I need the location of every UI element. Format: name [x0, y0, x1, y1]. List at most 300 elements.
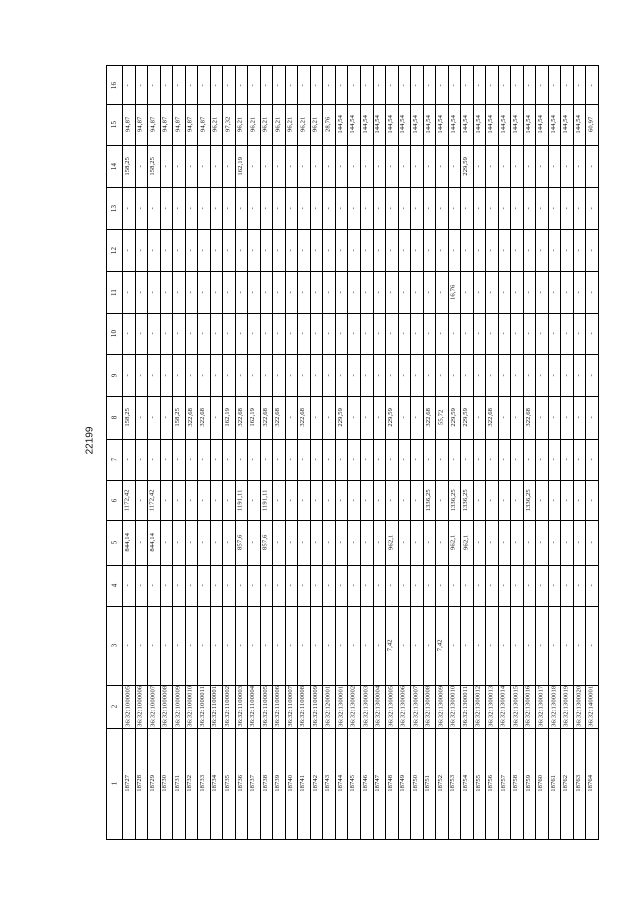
table-cell: [498, 313, 511, 354]
table-cell: [285, 565, 298, 606]
cell-value: -: [499, 458, 507, 461]
row-number: 18761: [549, 775, 557, 792]
table-cell: [510, 187, 523, 229]
table-cell: [398, 685, 411, 728]
table-cell: [373, 66, 386, 104]
table-cell: [247, 104, 260, 145]
cell-value: 144,54: [574, 115, 582, 134]
cell-value: -: [449, 332, 457, 335]
cadastral-number: 36:32:1100002: [224, 686, 232, 727]
table-cell: [473, 354, 486, 396]
table-cell: [398, 145, 411, 187]
table-cell: [473, 685, 486, 728]
cell-value: 96,21: [286, 116, 294, 133]
table-cell: [222, 396, 235, 439]
table-cell: [385, 439, 398, 480]
column-header-label: 4: [109, 583, 118, 588]
cell-value: -: [199, 290, 207, 294]
cell-value: -: [274, 83, 282, 87]
cell-value: -: [487, 83, 495, 87]
table-cell: [235, 229, 248, 271]
table-cell: [485, 396, 498, 439]
cell-value: -: [224, 248, 232, 252]
table-cell: [260, 104, 273, 145]
table-cell: [385, 728, 398, 839]
table-cell: [347, 271, 360, 313]
table-cell: [485, 480, 498, 520]
table-cell: [435, 520, 448, 565]
table-cell: [373, 565, 386, 606]
cell-value: -: [161, 290, 169, 294]
cell-value: -: [136, 498, 144, 502]
table-cell: [310, 606, 323, 685]
table-cell: [360, 313, 373, 354]
row-number: 18740: [286, 775, 294, 792]
cell-value: -: [274, 332, 282, 335]
table-cell: [523, 396, 536, 439]
table-cell: [122, 728, 135, 839]
table-cell: [560, 480, 573, 520]
table-cell: [160, 145, 173, 187]
table-cell: [373, 439, 386, 480]
cell-value: -: [299, 644, 307, 647]
table-cell: [335, 606, 348, 685]
cell-value: -: [512, 416, 520, 419]
table-cell: [172, 480, 185, 520]
table-cell: [398, 606, 411, 685]
column-header-label: 8: [109, 415, 118, 420]
cell-value: -: [399, 458, 407, 461]
table-cell: [423, 439, 436, 480]
row-number: 18738: [261, 775, 269, 792]
table-cell: [247, 728, 260, 839]
cadastral-number: 36:32:1300020: [574, 685, 582, 728]
cell-value: -: [236, 83, 244, 87]
table-cell: [297, 520, 310, 565]
cell-value: -: [274, 541, 282, 544]
table-cell: [197, 565, 210, 606]
table-cell: [560, 187, 573, 229]
cell-value: -: [336, 206, 344, 210]
table-cell: [347, 229, 360, 271]
table-cell: [548, 520, 561, 565]
table-cell: [210, 728, 223, 839]
table-cell: [423, 229, 436, 271]
cell-value: -: [487, 541, 495, 544]
cell-value: -: [299, 83, 307, 87]
cell-value: -: [387, 164, 395, 168]
cell-value: -: [587, 290, 595, 294]
cell-value: -: [286, 373, 294, 377]
table-cell: [435, 480, 448, 520]
cell-value: -: [449, 373, 457, 377]
table-cell: [197, 439, 210, 480]
table-cell: [272, 104, 285, 145]
cell-value: -: [549, 248, 557, 252]
table-cell: [473, 229, 486, 271]
cell-value: -: [462, 290, 470, 294]
cell-value: -: [424, 541, 432, 544]
cell-value: -: [361, 83, 369, 87]
cell-value: -: [336, 541, 344, 544]
table-cell: [373, 354, 386, 396]
table-cell: [122, 606, 135, 685]
column-header: [107, 354, 122, 396]
cell-value: -: [412, 584, 420, 587]
table-cell: [172, 104, 185, 145]
column-header-label: 12: [109, 246, 118, 254]
cell-value: -: [311, 584, 319, 587]
cell-value: 1172,42: [149, 489, 157, 511]
table-cell: [147, 606, 160, 685]
row-number: 18747: [374, 775, 382, 792]
table-cell: [523, 66, 536, 104]
table-cell: [197, 229, 210, 271]
table-cell: [310, 145, 323, 187]
cell-value: -: [537, 332, 545, 335]
cell-value: -: [186, 83, 194, 87]
table-cell: [285, 229, 298, 271]
table-cell: [297, 354, 310, 396]
cadastral-number: 36:32:1100008: [299, 686, 307, 727]
table-cell: [260, 354, 273, 396]
table-cell: [385, 685, 398, 728]
cell-value: -: [123, 584, 131, 587]
cell-value: -: [361, 498, 369, 502]
cell-value: -: [349, 644, 357, 647]
cell-value: -: [311, 416, 319, 419]
table-cell: [185, 66, 198, 104]
cell-value: -: [224, 83, 232, 87]
cell-value: -: [336, 584, 344, 587]
cell-value: -: [174, 83, 182, 87]
table-cell: [485, 728, 498, 839]
cell-value: 162,19: [224, 408, 232, 427]
cell-value: -: [412, 498, 420, 502]
cell-value: -: [174, 458, 182, 461]
table-cell: [385, 354, 398, 396]
table-cell: [410, 685, 423, 728]
column-header: [107, 520, 122, 565]
table-cell: [548, 565, 561, 606]
cell-value: -: [562, 332, 570, 335]
row-number: 18746: [361, 775, 369, 792]
cell-value: -: [311, 458, 319, 461]
table-cell: [385, 396, 398, 439]
table-cell: [160, 439, 173, 480]
cell-value: -: [311, 248, 319, 252]
table-cell: [435, 396, 448, 439]
cell-value: 144,54: [537, 115, 545, 134]
table-cell: [272, 565, 285, 606]
cadastral-number: 36:32:1300007: [412, 685, 420, 728]
table-cell: [285, 728, 298, 839]
cell-value: -: [524, 248, 532, 252]
cell-value: -: [524, 373, 532, 377]
cell-value: -: [474, 290, 482, 294]
table-cell: [460, 145, 473, 187]
cell-value: -: [349, 83, 357, 87]
table-cell: [398, 480, 411, 520]
table-cell: [260, 396, 273, 439]
table-cell: [448, 728, 461, 839]
cell-value: -: [236, 206, 244, 210]
column-header-label: 13: [109, 204, 118, 212]
table-cell: [523, 145, 536, 187]
cell-value: -: [387, 83, 395, 87]
cell-value: 144,54: [474, 115, 482, 134]
table-cell: [322, 606, 335, 685]
table-cell: [373, 187, 386, 229]
table-cell: [510, 396, 523, 439]
table-cell: [335, 271, 348, 313]
cell-value: -: [199, 83, 207, 87]
cell-value: -: [361, 164, 369, 168]
cadastral-number: 36:32:1100003: [236, 686, 244, 727]
column-header-label: 2: [109, 704, 118, 709]
cell-value: -: [261, 373, 269, 377]
cell-value: -: [199, 332, 207, 335]
table-cell: [222, 685, 235, 728]
table-cell: [560, 565, 573, 606]
cell-value: -: [499, 584, 507, 587]
cell-value: -: [274, 373, 282, 377]
table-cell: [448, 520, 461, 565]
table-cell: [523, 685, 536, 728]
cell-value: -: [512, 83, 520, 87]
cell-value: -: [437, 584, 445, 587]
table-cell: [410, 187, 423, 229]
cell-value: -: [374, 541, 382, 544]
table-cell: [548, 145, 561, 187]
table-cell: [510, 685, 523, 728]
cell-value: -: [449, 83, 457, 87]
table-cell: [460, 104, 473, 145]
table-cell: [347, 606, 360, 685]
table-cell: [523, 104, 536, 145]
row-number: 18735: [224, 775, 232, 792]
table-cell: [297, 685, 310, 728]
table-cell: [147, 565, 160, 606]
cell-value: -: [474, 644, 482, 647]
cell-value: -: [587, 373, 595, 377]
table-cell: [448, 313, 461, 354]
table-cell: [310, 104, 323, 145]
table-cell: [523, 313, 536, 354]
cell-value: -: [361, 541, 369, 544]
cell-value: 144,54: [399, 115, 407, 134]
cell-value: -: [249, 541, 257, 544]
table-cell: [247, 229, 260, 271]
cell-value: -: [186, 164, 194, 168]
cell-value: -: [412, 644, 420, 647]
table-cell: [548, 104, 561, 145]
table-cell: [135, 439, 148, 480]
table-cell: [523, 480, 536, 520]
cell-value: 94,87: [123, 116, 131, 133]
table-cell: [385, 104, 398, 145]
table-cell: [485, 104, 498, 145]
table-cell: [272, 66, 285, 104]
cell-value: 229,59: [462, 156, 470, 176]
cell-value: 144,54: [361, 115, 369, 134]
table-cell: [535, 104, 548, 145]
table-cell: [498, 520, 511, 565]
table-cell: [235, 313, 248, 354]
table-cell: [498, 606, 511, 685]
table-cell: [585, 229, 598, 271]
cell-value: 144,54: [462, 115, 470, 134]
table-cell: [210, 480, 223, 520]
cell-value: -: [424, 584, 432, 587]
cell-value: -: [274, 164, 282, 168]
cell-value: -: [324, 458, 332, 461]
table-cell: [197, 480, 210, 520]
cadastral-number: 36:32:1000006: [136, 685, 144, 728]
cell-value: -: [274, 644, 282, 647]
table-cell: [297, 728, 310, 839]
table-cell: [260, 685, 273, 728]
cell-value: -: [186, 644, 194, 647]
cell-value: 322,68: [236, 408, 244, 427]
cell-value: -: [286, 498, 294, 502]
table-cell: [585, 520, 598, 565]
cadastral-number: 36:32:1300004: [374, 685, 382, 728]
table-cell: [222, 728, 235, 839]
table-cell: [172, 396, 185, 439]
table-cell: [560, 354, 573, 396]
table-cell: [185, 145, 198, 187]
table-cell: [197, 520, 210, 565]
table-cell: [147, 396, 160, 439]
table-cell: [460, 313, 473, 354]
cadastral-number: 36:32:1300018: [549, 685, 557, 728]
table-cell: [548, 313, 561, 354]
table-cell: [310, 480, 323, 520]
cell-value: -: [537, 584, 545, 587]
cell-value: -: [587, 416, 595, 419]
cell-value: -: [361, 373, 369, 377]
cell-value: -: [562, 83, 570, 87]
table-cell: [297, 271, 310, 313]
cell-value: -: [487, 498, 495, 502]
cell-value: -: [224, 373, 232, 377]
table-cell: [347, 565, 360, 606]
row-number: 18745: [349, 775, 357, 792]
table-cell: [210, 271, 223, 313]
cell-value: -: [437, 458, 445, 461]
table-cell: [310, 354, 323, 396]
table-cell: [310, 187, 323, 229]
table-cell: [172, 313, 185, 354]
cell-value: -: [562, 644, 570, 647]
table-cell: [285, 439, 298, 480]
row-number: 18732: [186, 775, 194, 792]
table-cell: [573, 396, 586, 439]
table-cell: [347, 66, 360, 104]
cell-value: 94,87: [186, 116, 194, 133]
cell-value: -: [412, 541, 420, 544]
table-cell: [335, 565, 348, 606]
cell-value: -: [537, 373, 545, 377]
cell-value: 97,32: [224, 116, 232, 133]
table-cell: [235, 187, 248, 229]
table-cell: [135, 271, 148, 313]
table-cell: [335, 145, 348, 187]
cell-value: -: [412, 248, 420, 252]
table-cell: [585, 313, 598, 354]
cadastral-number: 36:32:1100007: [286, 686, 294, 727]
cell-value: 96,21: [211, 116, 219, 133]
cell-value: -: [387, 373, 395, 377]
table-cell: [548, 229, 561, 271]
row-number: 18743: [324, 775, 332, 792]
row-number: 18751: [424, 775, 432, 792]
cell-value: -: [274, 290, 282, 294]
cell-value: -: [437, 541, 445, 544]
cell-value: -: [387, 206, 395, 210]
table-cell: [410, 439, 423, 480]
row-number: 18750: [412, 775, 420, 792]
cell-value: -: [211, 541, 219, 544]
table-cell: [247, 606, 260, 685]
cell-value: -: [149, 290, 157, 294]
cell-value: -: [224, 206, 232, 210]
table-cell: [548, 354, 561, 396]
table-cell: [548, 606, 561, 685]
cadastral-number: 36:32:1200001: [324, 685, 332, 728]
cadastral-number: 36:32:1300008: [424, 685, 432, 728]
cell-value: 96,21: [261, 116, 269, 133]
cell-value: -: [424, 458, 432, 461]
cell-value: -: [537, 248, 545, 252]
table-cell: [247, 396, 260, 439]
table-cell: [423, 685, 436, 728]
cell-value: -: [549, 332, 557, 335]
table-cell: [297, 313, 310, 354]
cell-value: -: [574, 644, 582, 647]
cell-value: -: [361, 644, 369, 647]
cell-value: -: [211, 373, 219, 377]
cadastral-number: 36:32:1400001: [587, 685, 595, 728]
table-cell: [310, 229, 323, 271]
table-cell: [535, 520, 548, 565]
table-cell: [498, 685, 511, 728]
cell-value: 144,54: [549, 115, 557, 134]
cell-value: -: [524, 458, 532, 461]
row-number: 18763: [574, 775, 582, 792]
table-cell: [122, 439, 135, 480]
cell-value: 322,68: [186, 408, 194, 427]
table-cell: [585, 271, 598, 313]
table-cell: [585, 606, 598, 685]
cell-value: -: [487, 373, 495, 377]
table-cell: [235, 565, 248, 606]
cell-value: -: [249, 206, 257, 210]
cell-value: -: [174, 332, 182, 335]
column-header-label: 11: [109, 288, 118, 296]
table-cell: [222, 480, 235, 520]
cell-value: -: [186, 206, 194, 210]
row-number: 18759: [524, 775, 532, 792]
table-cell: [535, 480, 548, 520]
table-cell: [398, 271, 411, 313]
cell-value: -: [462, 206, 470, 210]
table-cell: [460, 439, 473, 480]
cell-value: -: [236, 248, 244, 252]
table-cell: [510, 145, 523, 187]
cell-value: -: [361, 206, 369, 210]
